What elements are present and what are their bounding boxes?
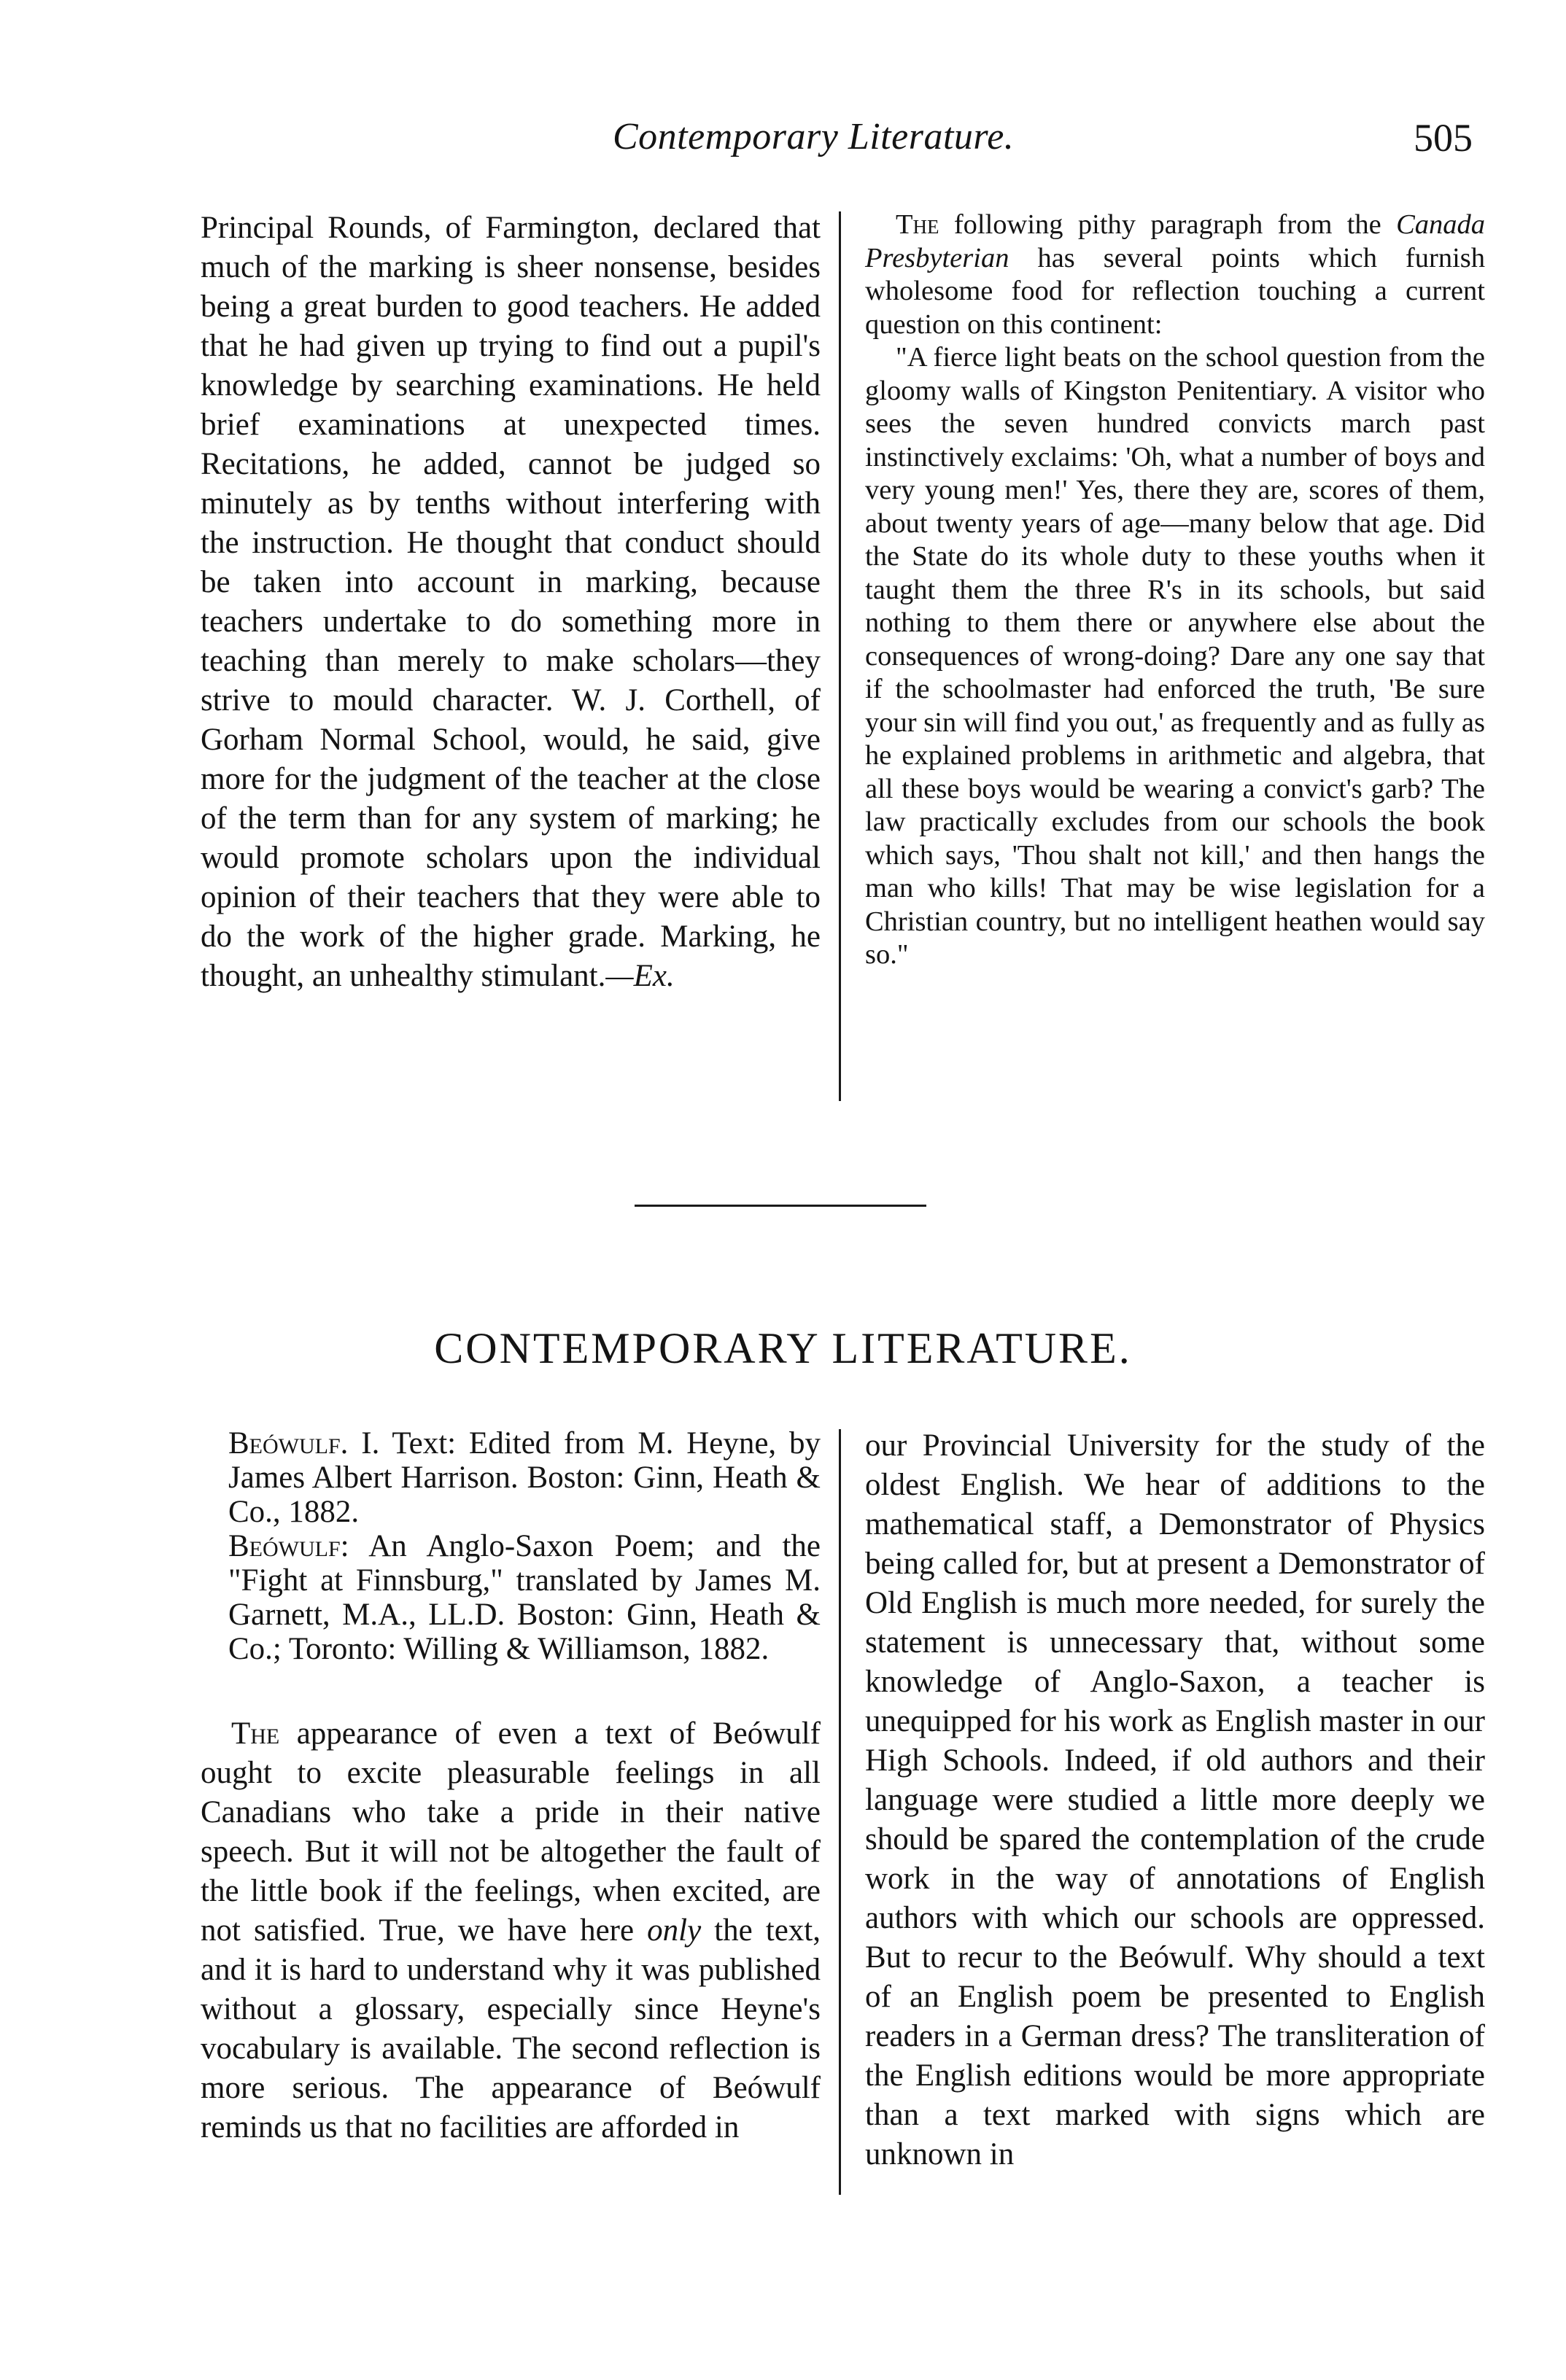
bottom-left-column	[201, 1426, 821, 2147]
review-part-b: the text, and it is hard to understand why it was published without a glossary, especially since Heyne's vocabulary is available. The second reflection is more serious. The appearance of Beówulf reminds us that no facilities are afforded in	[201, 1913, 821, 2144]
column-divider-top	[839, 211, 841, 1101]
section-title: CONTEMPORARY LITERATURE.	[434, 1324, 1132, 1372]
section-separator-rule	[635, 1205, 926, 1207]
university-paragraph: our Provincial University for the study of the oldest English. We hear of additions to the mathematical staff, a Demonstrator of Physics being called for, but at present a Demonstrator of Old English is much more needed, for surely the statement is unnecessary that, without some knowledge of Anglo-Saxon, a teacher is unequipped for his work as English master in our High Schools. Indeed, if old authors and their language were studied a little more deeply we should be spared the contemplation of the crude work in the way of annotations of English authors with which our schools are oppressed. But to recur to the Beówulf. Why should a text of an English poem be presented to English readers in a German dress? The transliteration of the English editions would be more appropriate than a text marked with signs which are unknown in	[865, 1428, 1485, 2171]
intro-before: following pithy paragraph from the	[953, 209, 1381, 240]
column-divider-bottom	[839, 1429, 841, 2195]
book-entry-2-text: An Anglo-Saxon Poem; and the "Fight at Finnsburg," translated by James M. Garnett, M.A., LL.D. Boston: Ginn, Heath & Co.; Toronto: Willing & Williamson, 1882.	[228, 1529, 821, 1666]
penitentiary-quote: "A fierce light beats on the school question from the gloomy walls of Kingston Penitentiary. A visitor who sees the seven hundred convicts march past instinctively exclaims: 'Oh, what a number of boys and very young men!' Yes, there they are, scores of them, about twenty years of age—many below that age. Did the State do its whole duty to these youths when it taught them the three R's in its schools, but said nothing to them there or anywhere else about the consequences of wrong-doing? Dare any one say that if the schoolmaster had enforced the truth, 'Be sure your sin will find you out,' as frequently and as fully as he explained problems in arithmetic and algebra, that all these boys would be wearing a convict's garb? The law practically excludes from our schools the book which says, 'Thou shalt not kill,' and then hangs the man who kills! That may be wise legislation for a Christian country, but no intelligent heathen would say so."	[865, 342, 1485, 970]
bottom-right-column	[865, 1426, 1485, 2174]
review-paragraph	[201, 1714, 821, 2147]
intro-source-name: Canada Presbyterian	[865, 209, 1486, 273]
book-entry-1-text: I. Text: Edited from M. Heyne, by James Albert Harrison. Boston: Ginn, Heath & Co., 1882.	[228, 1426, 821, 1529]
review-first-word: The	[231, 1716, 280, 1751]
top-left-column	[201, 209, 821, 996]
book-entry-1-title: Beówulf.	[228, 1426, 349, 1461]
book-entry-1	[201, 1426, 821, 1529]
farmington-source: —Ex.	[605, 959, 675, 993]
running-header-title: Contemporary Literature.	[613, 116, 1015, 158]
page-number: 505	[1414, 116, 1473, 160]
intro-first-word: The	[896, 209, 939, 240]
top-right-column	[865, 209, 1485, 972]
book-entry-2	[201, 1529, 821, 1666]
book-entry-2-title: Beówulf:	[228, 1529, 349, 1563]
intro-after: has several points which furnish wholesome food for reflection touching a current question on this continent:	[865, 242, 1485, 340]
farmington-paragraph	[201, 209, 821, 996]
review-emphasis: only	[647, 1913, 702, 1948]
farmington-text: Principal Rounds, of Farmington, declared that much of the marking is sheer nonsense, besides being a great burden to good teachers. He added that he had given up trying to find out a pupil's knowledge by searching examinations. He held brief examinations at unexpected times. Recitations, he added, cannot be judged so minutely as by tenths without interfering with the instruction. He thought that conduct should be taken into account in marking, because teachers undertake to do something more in teaching than merely to make scholars—they strive to mould character. W. J. Corthell, of Gorham Normal School, would, he said, give more for the judgment of the teacher at the close of the term than for any system of marking; he would promote scholars upon the individual opinion of their teachers that they were able to do the work of the higher grade. Marking, he thought, an unhealthy stimulant.	[201, 211, 821, 993]
canada-presbyterian-intro	[865, 209, 1485, 341]
review-part-a: appearance of even a text of Beówulf ought to excite pleasurable feelings in all Canadians who take a pride in their native speech. But it will not be altogether the fault of the little book if the feelings, when excited, are not satisfied. True, we have here	[201, 1716, 821, 1948]
